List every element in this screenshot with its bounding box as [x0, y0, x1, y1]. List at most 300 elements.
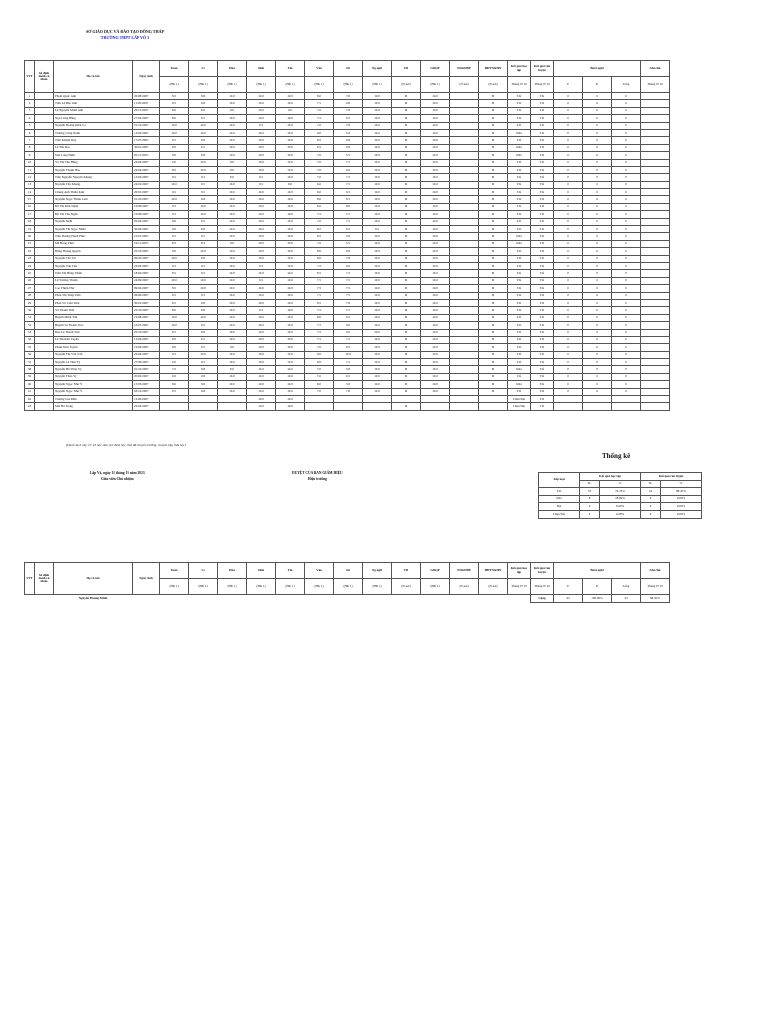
- cell-hoa: 10.0: [218, 226, 247, 233]
- cell-tin: 10.0: [276, 366, 305, 373]
- cell-k: 0: [583, 203, 612, 210]
- cell-ngngu: 10.0: [363, 166, 392, 173]
- cell-ghi-chu: [641, 144, 670, 151]
- cell-hdtn: Đ: [479, 144, 508, 151]
- cell-name: Huỳnh Minh Trãi: [54, 314, 133, 321]
- cell-k: 0: [583, 115, 612, 122]
- cell-ngngu: 10.0: [363, 255, 392, 262]
- cell-su: 7.8: [334, 107, 363, 114]
- cell-toan: 10.0: [160, 122, 189, 129]
- cell-name: Lê Nguyễn Minh Anh: [54, 107, 133, 114]
- cell-tong: 0: [612, 211, 641, 218]
- cell-hdtn: Đ: [479, 129, 508, 136]
- cell-toan: 10.0: [160, 277, 189, 284]
- cell-stt: 10: [25, 159, 35, 166]
- cell-kq-hoc-tap: Tốt: [508, 196, 531, 203]
- stats-label: Đạt: [539, 503, 580, 511]
- cell-kq-hoc-tap: Khá: [508, 381, 531, 388]
- cell-gdqp: 10.0: [421, 93, 450, 100]
- cell-tin: 10.0: [276, 174, 305, 181]
- stats-row: [539, 488, 702, 496]
- cell-toan: 10.0: [160, 255, 189, 262]
- cell-ghi-chu: [641, 285, 670, 292]
- cell-dob: 19/06/2007: [133, 211, 160, 218]
- total-label: Cộng: [531, 595, 554, 603]
- cell-p: 0: [554, 344, 583, 351]
- cell-hoa: 10.0: [218, 373, 247, 380]
- cell-van: 7.0: [305, 373, 334, 380]
- col-subject-sub: (HK 1): [334, 579, 363, 595]
- cell-hdtn: Đ: [479, 137, 508, 144]
- col-ghi-chu: Ghi chú: [641, 563, 670, 579]
- cell-id: [35, 396, 54, 403]
- cell-tong: 0: [612, 181, 641, 188]
- cell-toan: 8.5: [160, 329, 189, 336]
- stats-title: Thống kê: [602, 452, 631, 460]
- col-month: Tháng 9+10: [531, 77, 554, 93]
- cell-stt: 14: [25, 189, 35, 196]
- col-subject-sub: (N.xét): [450, 77, 479, 93]
- cell-ndgddp: [450, 292, 479, 299]
- cell-van: 7.0: [305, 218, 334, 225]
- cell-toan: [160, 403, 189, 410]
- cell-id: [35, 129, 54, 136]
- cell-tin: 10.0: [276, 218, 305, 225]
- cell-p: 0: [554, 122, 583, 129]
- cell-kq-ren-luyen: Tốt: [531, 129, 554, 136]
- cell-ghi-chu: [641, 270, 670, 277]
- cell-li: 9.5: [189, 174, 218, 181]
- cell-hdtn: Đ: [479, 270, 508, 277]
- cell-k: 0: [583, 299, 612, 306]
- cell-kq-ren-luyen: Tốt: [531, 255, 554, 262]
- table-row: [25, 144, 670, 151]
- cell-stt: 24: [25, 262, 35, 269]
- cell-ghi-chu: [641, 152, 670, 159]
- cell-ndgddp: [450, 196, 479, 203]
- cell-ndgddp: [450, 270, 479, 277]
- cell-tin: 10.0: [276, 152, 305, 159]
- cell-kq-ren-luyen: Tốt: [531, 248, 554, 255]
- cell-kq-hoc-tap: Tốt: [508, 93, 531, 100]
- cell-toan: 8.5: [160, 93, 189, 100]
- cell-hoa: 10.0: [218, 203, 247, 210]
- cell-k: 0: [583, 129, 612, 136]
- cell-hdtn: Đ: [479, 233, 508, 240]
- cell-name: Nguyễn Ngọc Như Ý: [54, 381, 133, 388]
- cell-su: 7.8: [334, 299, 363, 306]
- cell-ghi-chu: [641, 373, 670, 380]
- cell-stt: 17: [25, 211, 35, 218]
- cell-hoa: 10.0: [218, 351, 247, 358]
- cell-k: 0: [583, 137, 612, 144]
- cell-ghi-chu: [641, 218, 670, 225]
- cell-k: 0: [583, 152, 612, 159]
- cell-p: 0: [554, 277, 583, 284]
- table-row: [25, 359, 670, 366]
- cell-ndgddp: [450, 351, 479, 358]
- cell-gdqp: 10.0: [421, 388, 450, 395]
- cell-tong: 0: [612, 366, 641, 373]
- cell-name: Đỗ Thị Thu Ngân: [54, 211, 133, 218]
- col-subject-sub: (HK 1): [247, 77, 276, 93]
- cell-td: Đ: [392, 359, 421, 366]
- cell-van: 8.0: [305, 255, 334, 262]
- cell-toan: 9.0: [160, 152, 189, 159]
- cell-k: 0: [583, 211, 612, 218]
- cell-hdtn: Đ: [479, 100, 508, 107]
- cell-p: [554, 396, 583, 403]
- cell-dob: 19/08/2007: [133, 314, 160, 321]
- stats-value: 2: [580, 510, 600, 518]
- cell-name: Nguyễn Ngọc Thiên Lam: [54, 196, 133, 203]
- cell-hdtn: Đ: [479, 189, 508, 196]
- cell-dob: 27/06/2007: [133, 359, 160, 366]
- table-row: [25, 366, 670, 373]
- col-subject: Sinh: [247, 563, 276, 579]
- cell-gdqp: 10.0: [421, 381, 450, 388]
- cell-hdtn: [479, 403, 508, 410]
- cell-id: [35, 336, 54, 343]
- cell-name: Phan Thị Thủy Tiên: [54, 292, 133, 299]
- stats-value: 43: [641, 488, 661, 496]
- cell-kq-hoc-tap: Tốt: [508, 122, 531, 129]
- cell-gdqp: 10.0: [421, 122, 450, 129]
- cell-su: 10.0: [334, 351, 363, 358]
- cell-tin: 10.0: [276, 359, 305, 366]
- cell-kq-hoc-tap: Tốt: [508, 262, 531, 269]
- cell-toan: 10.0: [160, 181, 189, 188]
- cell-tong: 0: [612, 174, 641, 181]
- cell-k: 0: [583, 122, 612, 129]
- table-row: [25, 329, 670, 336]
- cell-td: Đ: [392, 211, 421, 218]
- cell-li: 9.8: [189, 381, 218, 388]
- cell-id: [35, 166, 54, 173]
- cell-id: [35, 211, 54, 218]
- cell-ndgddp: [450, 211, 479, 218]
- cell-tin: 10.0: [276, 115, 305, 122]
- cell-dob: 30/01/2007: [133, 299, 160, 306]
- cell-ndgddp: [450, 277, 479, 284]
- cell-id: [35, 218, 54, 225]
- cell-kq-hoc-tap: Tốt: [508, 336, 531, 343]
- col-name: Họ và tên: [54, 61, 133, 93]
- cell-sinh: 10.0: [247, 381, 276, 388]
- cell-stt: 35: [25, 344, 35, 351]
- cell-stt: 21: [25, 240, 35, 247]
- cell-li: 9.5: [189, 189, 218, 196]
- cell-stt: 27: [25, 285, 35, 292]
- cell-p: 0: [554, 262, 583, 269]
- cell-id: [35, 181, 54, 188]
- cell-k: 0: [583, 226, 612, 233]
- cell-p: 0: [554, 159, 583, 166]
- cell-tin: 10.0: [276, 381, 305, 388]
- table-row: [25, 189, 670, 196]
- cell-td: Đ: [392, 144, 421, 151]
- cell-su: 9.0: [334, 329, 363, 336]
- cell-hoa: 10.0: [218, 196, 247, 203]
- cell-hdtn: Đ: [479, 166, 508, 173]
- cell-li: 9.8: [189, 137, 218, 144]
- cell-ngngu: 10.0: [363, 307, 392, 314]
- cell-id: [35, 366, 54, 373]
- cell-li: 9.5: [189, 359, 218, 366]
- cell-ndgddp: [450, 403, 479, 410]
- cell-id: [35, 299, 54, 306]
- cell-ndgddp: [450, 359, 479, 366]
- cell-stt: 29: [25, 299, 35, 306]
- cell-p: 0: [554, 292, 583, 299]
- cell-id: [35, 152, 54, 159]
- cell-su: 6.5: [334, 115, 363, 122]
- cell-van: 7.5: [305, 100, 334, 107]
- cell-stt: 8: [25, 144, 35, 151]
- cell-stt: 15: [25, 196, 35, 203]
- cell-ngngu: 10.0: [363, 93, 392, 100]
- cell-ngngu: 10.0: [363, 344, 392, 351]
- cell-gdqp: 10.0: [421, 344, 450, 351]
- cell-stt: 7: [25, 137, 35, 144]
- col-k: K: [583, 77, 612, 93]
- cell-kq-hoc-tap: Tốt: [508, 344, 531, 351]
- table-row: [25, 292, 670, 299]
- cell-su: 6.5: [334, 373, 363, 380]
- cell-hoa: 10.0: [218, 144, 247, 151]
- cell-su: 7.5: [334, 285, 363, 292]
- cell-van: 7.5: [305, 211, 334, 218]
- cell-ndgddp: [450, 226, 479, 233]
- cell-van: 8.5: [305, 233, 334, 240]
- total-value: 43: [612, 595, 641, 603]
- cell-su: 7.5: [334, 218, 363, 225]
- cell-toan: 9.5: [160, 292, 189, 299]
- cell-li: 9.8: [189, 373, 218, 380]
- cell-hdtn: Đ: [479, 211, 508, 218]
- cell-hoa: 10.0: [218, 211, 247, 218]
- col-stt: STT: [25, 563, 35, 595]
- cell-name: Trương Công Danh: [54, 129, 133, 136]
- cell-sinh: 9.5: [247, 307, 276, 314]
- table-row: [25, 115, 670, 122]
- cell-hdtn: Đ: [479, 314, 508, 321]
- cell-name: Trần Nguyễn Nguyên Khang: [54, 174, 133, 181]
- col-subject: GDQP: [421, 563, 450, 579]
- cell-tong: 0: [612, 144, 641, 151]
- cell-tin: 10.0: [276, 322, 305, 329]
- cell-tong: 0: [612, 381, 641, 388]
- cell-su: 5.5: [334, 240, 363, 247]
- cell-ngngu: 10.0: [363, 359, 392, 366]
- cell-toan: 9.5: [160, 388, 189, 395]
- cell-p: 0: [554, 174, 583, 181]
- cell-stt: 2: [25, 100, 35, 107]
- cell-dob: 02/02/2007: [133, 218, 160, 225]
- cell-id: [35, 381, 54, 388]
- cell-van: 6.5: [305, 144, 334, 151]
- cell-tin: 10.0: [276, 262, 305, 269]
- cell-id: [35, 262, 54, 269]
- stats-body: [539, 488, 702, 518]
- cell-li: 9.8: [189, 196, 218, 203]
- cell-p: 0: [554, 129, 583, 136]
- cell-van: 9.0: [305, 351, 334, 358]
- cell-su: 7.8: [334, 255, 363, 262]
- cell-ngngu: 10.0: [363, 373, 392, 380]
- cell-td: Đ: [392, 181, 421, 188]
- cell-kq-ren-luyen: Tốt: [531, 166, 554, 173]
- table-row: [25, 93, 670, 100]
- cell-van: 7.0: [305, 240, 334, 247]
- col-subject-sub: (N.xét): [479, 579, 508, 595]
- cell-stt: 16: [25, 203, 35, 210]
- col-k: K: [583, 579, 612, 595]
- cell-sinh: 9.5: [247, 122, 276, 129]
- cell-li: 10.0: [189, 351, 218, 358]
- cell-tong: 0: [612, 129, 641, 136]
- cell-tong: 0: [612, 166, 641, 173]
- cell-hoa: 10.0: [218, 181, 247, 188]
- cell-gdqp: 10.0: [421, 240, 450, 247]
- cell-sinh: 10.0: [247, 329, 276, 336]
- cell-li: 9.5: [189, 336, 218, 343]
- cell-gdqp: 10.0: [421, 115, 450, 122]
- cell-hdtn: Đ: [479, 329, 508, 336]
- cell-ngngu: 10.0: [363, 314, 392, 321]
- cell-ndgddp: [450, 122, 479, 129]
- cell-name: Trần Dương Hạnh Phúc: [54, 233, 133, 240]
- cell-ndgddp: [450, 307, 479, 314]
- cell-stt: 41: [25, 388, 35, 395]
- cell-gdqp: 10.0: [421, 329, 450, 336]
- table-row: [25, 307, 670, 314]
- col-month: Tháng 9+10: [531, 579, 554, 595]
- cell-ghi-chu: [641, 366, 670, 373]
- cell-sinh: 10.0: [247, 240, 276, 247]
- cell-tin: 10.0: [276, 100, 305, 107]
- cell-hoa: 9.0: [218, 344, 247, 351]
- cell-k: 0: [583, 196, 612, 203]
- col-id: Số định danh cá nhân: [35, 61, 54, 93]
- cell-li: 9.8: [189, 329, 218, 336]
- col-subject: Ng.ngữ: [363, 563, 392, 579]
- cell-van: 7.5: [305, 292, 334, 299]
- cell-stt: 20: [25, 233, 35, 240]
- col-month: Tháng 9+10: [508, 77, 531, 93]
- cell-ndgddp: [450, 381, 479, 388]
- cell-su: [334, 396, 363, 403]
- cell-ndgddp: [450, 388, 479, 395]
- cell-id: [35, 159, 54, 166]
- cell-toan: 9.0: [160, 226, 189, 233]
- cell-tin: 10.0: [276, 144, 305, 151]
- cell-td: [392, 396, 421, 403]
- cell-sinh: 10.0: [247, 292, 276, 299]
- grades-table: [24, 60, 670, 411]
- cell-hdtn: Đ: [479, 299, 508, 306]
- cell-p: 0: [554, 196, 583, 203]
- stats-value: 0: [641, 495, 661, 503]
- cell-hoa: 10.0: [218, 129, 247, 136]
- col-p: P: [554, 77, 583, 93]
- cell-dob: 19/11/2007: [133, 240, 160, 247]
- cell-sinh: 10.0: [247, 336, 276, 343]
- cell-tong: 0: [612, 255, 641, 262]
- cell-su: 7.8: [334, 388, 363, 395]
- cell-k: 0: [583, 322, 612, 329]
- cell-hoa: 10.0: [218, 122, 247, 129]
- stats-value: 4.68%: [600, 510, 641, 518]
- cell-hoa: 9.0: [218, 366, 247, 373]
- cell-su: 6.8: [334, 248, 363, 255]
- cell-toan: 8.5: [160, 166, 189, 173]
- cell-stt: 9: [25, 152, 35, 159]
- cell-li: 10.0: [189, 314, 218, 321]
- col-subject-sub: (HK 1): [160, 77, 189, 93]
- col-subject-sub: (HK 1): [218, 579, 247, 595]
- bottom-table: [24, 562, 670, 603]
- cell-hdtn: Đ: [479, 107, 508, 114]
- cell-td: Đ: [392, 137, 421, 144]
- cell-tong: 0: [612, 233, 641, 240]
- cell-su: 6.5: [334, 226, 363, 233]
- cell-hoa: [218, 403, 247, 410]
- cell-hoa: 10.0: [218, 248, 247, 255]
- cell-stt: 11: [25, 166, 35, 173]
- cell-tong: 0: [612, 226, 641, 233]
- cell-van: 7.0: [305, 152, 334, 159]
- cell-td: Đ: [392, 351, 421, 358]
- cell-toan: 8.5: [160, 285, 189, 292]
- cell-gdqp: 10.0: [421, 100, 450, 107]
- cell-ndgddp: [450, 181, 479, 188]
- cell-dob: 30/04/2007: [133, 226, 160, 233]
- table-row: [25, 299, 670, 306]
- cell-sinh: 10.0: [247, 196, 276, 203]
- cell-tin: 10.0: [276, 344, 305, 351]
- cell-name: Nguyễn Hồ Thúy Vy: [54, 366, 133, 373]
- cell-su: 5.5: [334, 152, 363, 159]
- cell-k: 0: [583, 307, 612, 314]
- cell-hoa: 10.0: [218, 233, 247, 240]
- cell-toan: 8.5: [160, 299, 189, 306]
- empty-cell: [35, 595, 54, 603]
- cell-name: Võ Thanh Tiến: [54, 307, 133, 314]
- cell-gdqp: 10.0: [421, 285, 450, 292]
- cell-tong: 0: [612, 240, 641, 247]
- sign-principal-title: DUYỆT CỦA BAN GIÁM HIỆU: [292, 471, 343, 475]
- cell-kq-ren-luyen: Tốt: [531, 115, 554, 122]
- cell-kq-ren-luyen: Tốt: [531, 196, 554, 203]
- cell-kq-ren-luyen: Tốt: [531, 218, 554, 225]
- cell-gdqp: 10.0: [421, 277, 450, 284]
- cell-tong: 0: [612, 344, 641, 351]
- cell-hoa: 10.0: [218, 381, 247, 388]
- cell-van: 7.5: [305, 329, 334, 336]
- cell-ndgddp: [450, 189, 479, 196]
- cell-van: 7.5: [305, 322, 334, 329]
- cell-name: Mai Hà Trang: [54, 403, 133, 410]
- cell-name: Ngô Công Bằng: [54, 115, 133, 122]
- cell-van: 8.0: [305, 196, 334, 203]
- table-row: [25, 159, 670, 166]
- cell-td: Đ: [392, 388, 421, 395]
- cell-su: 5.8: [334, 381, 363, 388]
- cell-li: 8.3: [189, 240, 218, 247]
- cell-dob: 10/01/2007: [133, 233, 160, 240]
- cell-stt: 6: [25, 129, 35, 136]
